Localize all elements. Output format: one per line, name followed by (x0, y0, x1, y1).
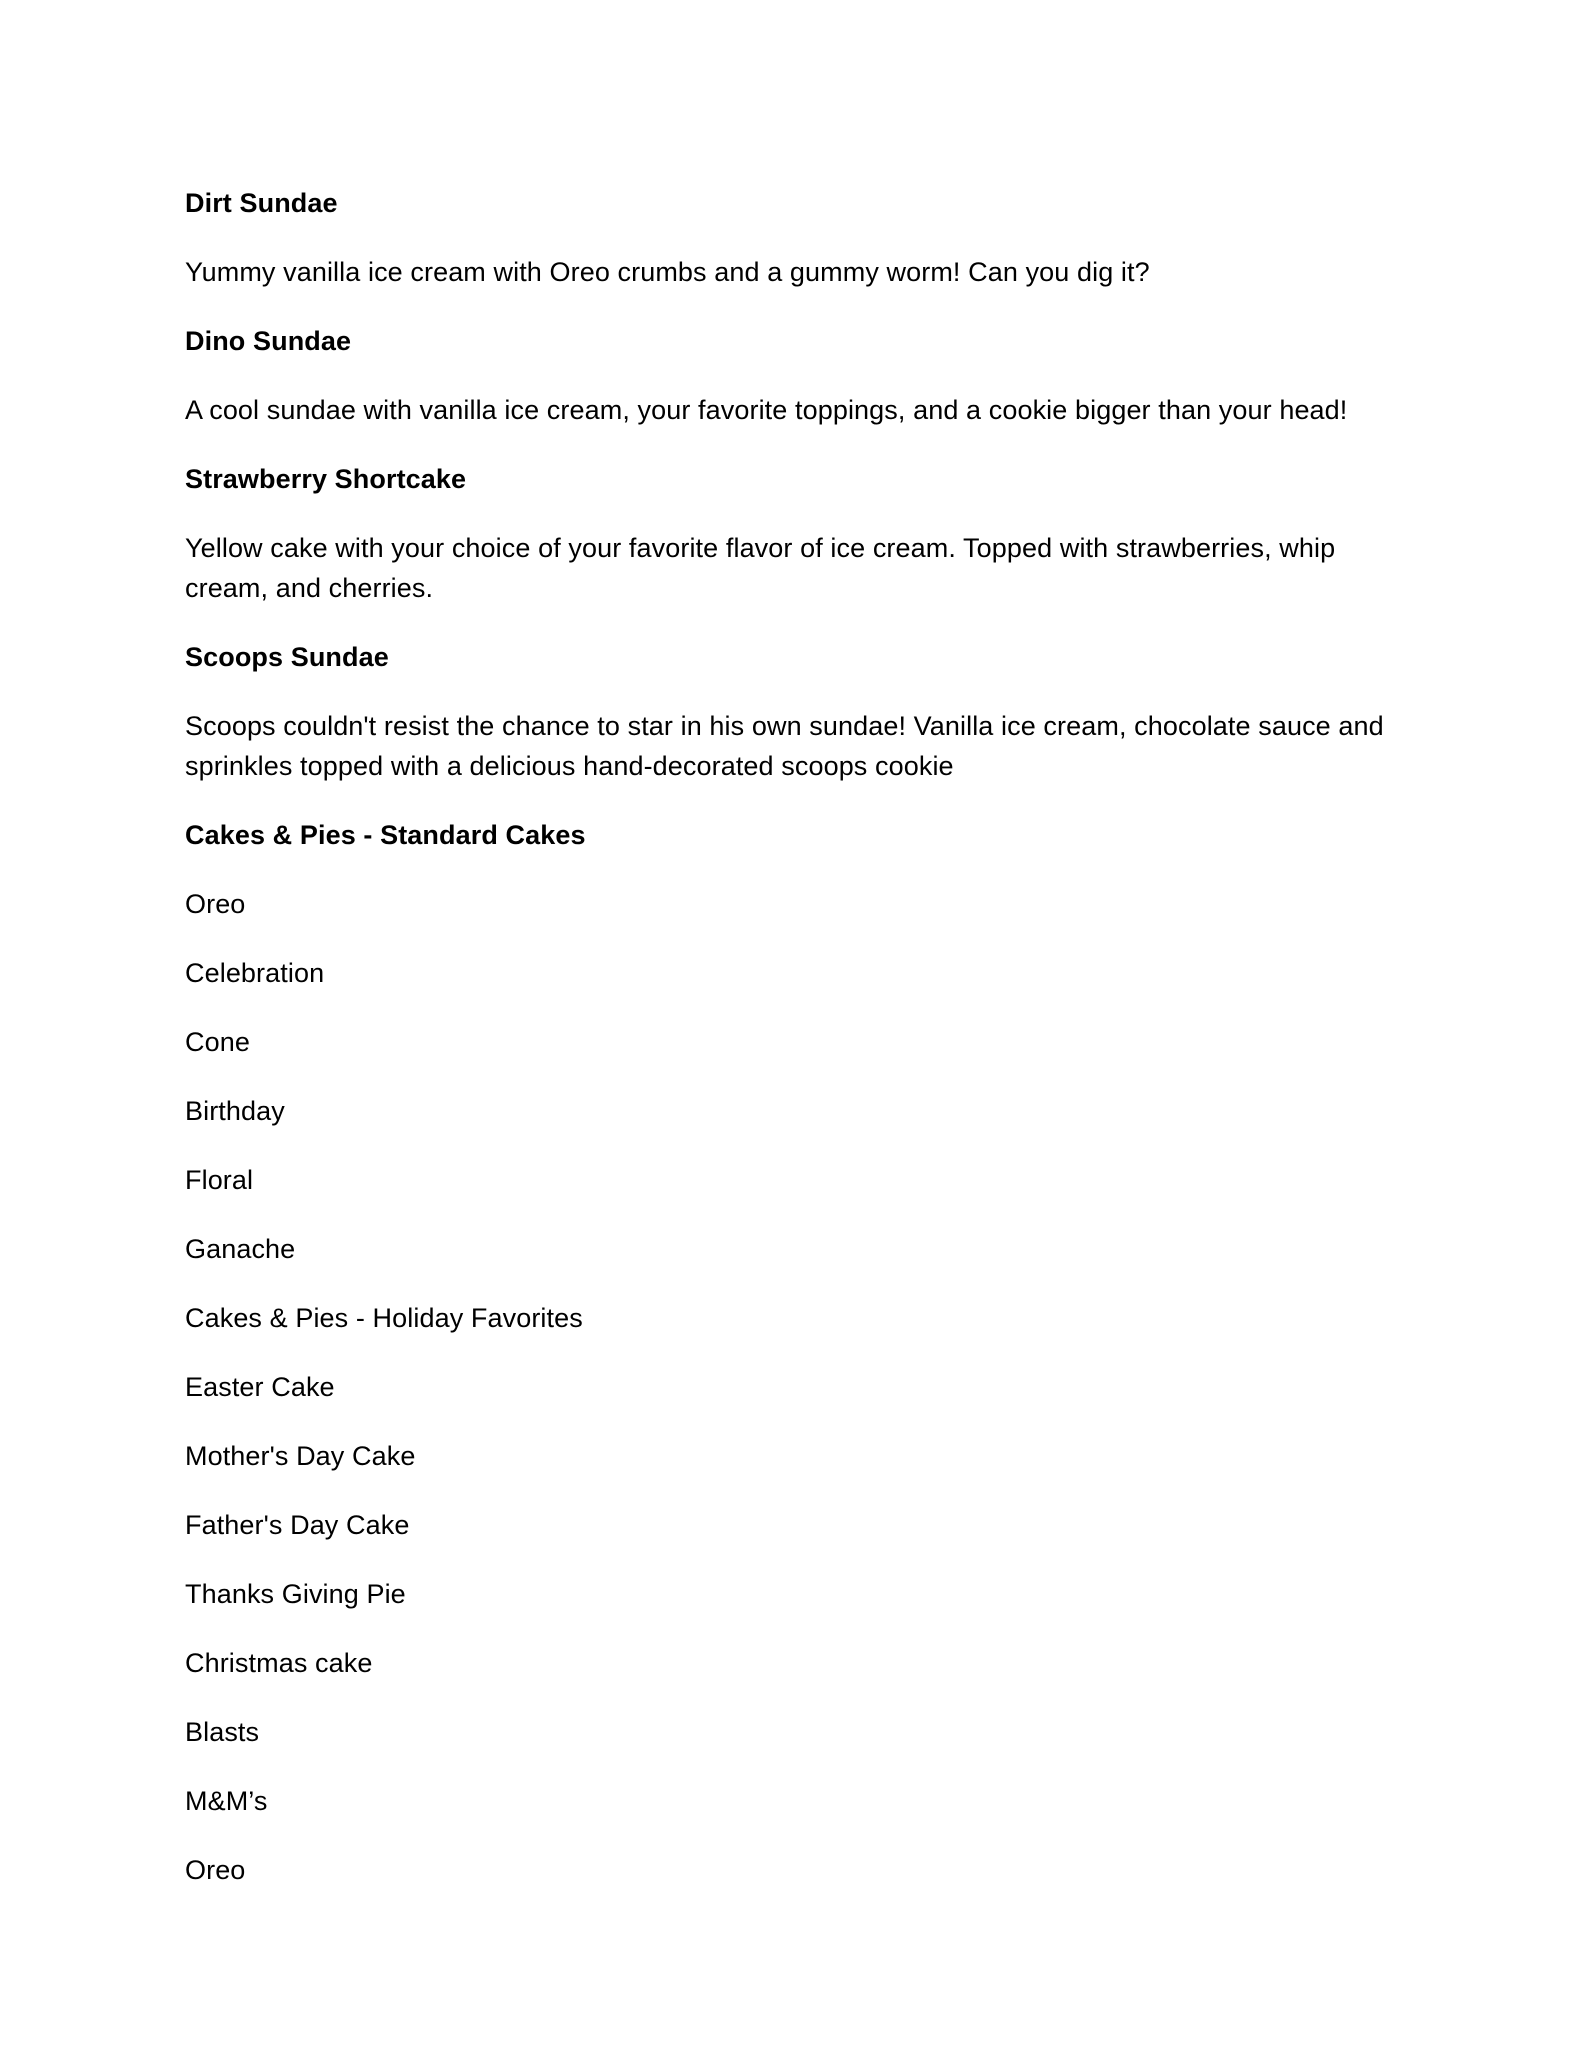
document-body (185, 183, 1405, 1919)
list-item: Cone (185, 1027, 250, 1057)
description-scoops-sundae: Scoops couldn't resist the chance to star in his own sundae! Vanilla ice cream, chocolate sauce and sprinkles topped with a delicious hand-decorated scoops cookie (185, 711, 1384, 781)
list-item: Ganache (185, 1234, 296, 1264)
list-item: Oreo (185, 1855, 246, 1885)
list-item: Oreo (185, 889, 246, 919)
heading-strawberry-shortcake: Strawberry Shortcake (185, 464, 467, 494)
heading-dino-sundae: Dino Sundae (185, 326, 352, 356)
heading-standard-cakes: Cakes & Pies - Standard Cakes (185, 820, 586, 850)
list-item: Floral (185, 1165, 254, 1195)
list-item: Father's Day Cake (185, 1510, 410, 1540)
description-dino-sundae: A cool sundae with vanilla ice cream, your favorite toppings, and a cookie bigger than your head! (185, 395, 1348, 425)
heading-dirt-sundae: Dirt Sundae (185, 188, 338, 218)
list-item: Easter Cake (185, 1372, 335, 1402)
list-item: Celebration (185, 958, 325, 988)
description-dirt-sundae: Yummy vanilla ice cream with Oreo crumbs and a gummy worm! Can you dig it? (185, 257, 1150, 287)
heading-scoops-sundae: Scoops Sundae (185, 642, 389, 672)
list-item: Birthday (185, 1096, 285, 1126)
description-strawberry-shortcake: Yellow cake with your choice of your favorite flavor of ice cream. Topped with strawberries, whip cream, and cherries. (185, 533, 1336, 603)
list-item: Thanks Giving Pie (185, 1579, 406, 1609)
section-label-holiday-favorites: Cakes & Pies - Holiday Favorites (185, 1303, 583, 1333)
list-item: Christmas cake (185, 1648, 373, 1678)
list-item: Mother's Day Cake (185, 1441, 416, 1471)
list-item: Blasts (185, 1717, 260, 1747)
list-item: M&M’s (185, 1786, 268, 1816)
